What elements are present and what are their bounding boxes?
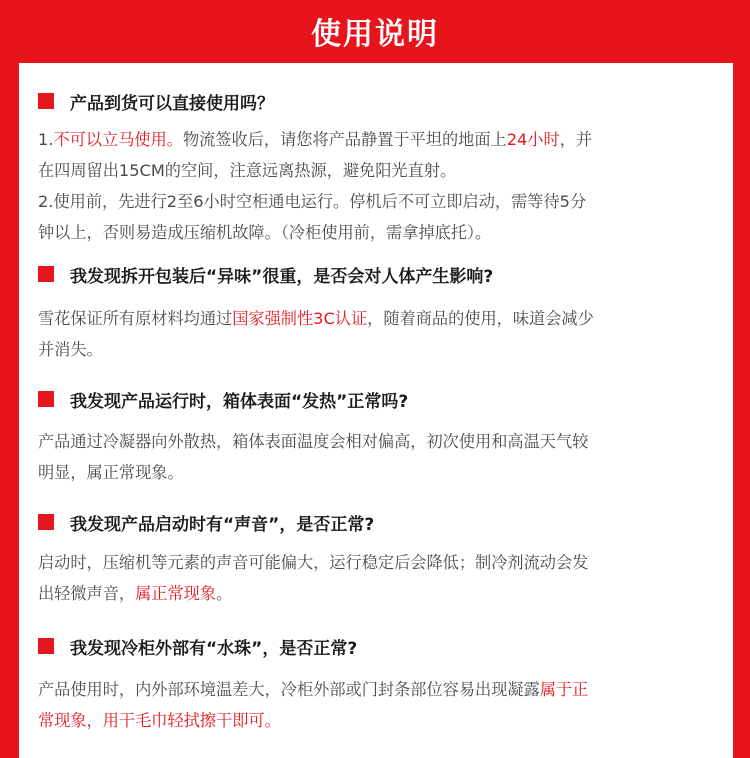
highlight-text: 24小时 — [506, 130, 560, 149]
red-square-bullet-icon — [38, 93, 54, 109]
faq-answer-5 — [38, 674, 718, 736]
answer-line: 产品通过冷凝器向外散热，箱体表面温度会相对偏高，初次使用和高温天气较 — [38, 432, 589, 451]
page-title: 使用说明 — [311, 17, 439, 52]
highlight-text: 国家强制性3C认证 — [232, 309, 368, 328]
red-square-bullet-icon — [38, 266, 54, 282]
highlight-text: 属于正 — [539, 680, 589, 699]
answer-line: 雪花保证所有原材料均通过国家强制性3C认证，随着商品的使用，味道会减少 — [38, 309, 594, 328]
answer-line: 产品使用时，内外部环境温差大，冷柜外部或门封条部位容易出现凝露属于正 — [38, 680, 589, 699]
faq-answer-4 — [38, 547, 718, 609]
answer-line: 启动时，压缩机等元素的声音可能偏大，运行稳定后会降低；制冷剂流动会发 — [38, 553, 589, 572]
highlight-text: 属正常现象 — [135, 584, 217, 603]
faq-question-2: 我发现拆开包装后“异味”很重，是否会对人体产生影响? — [38, 261, 493, 287]
red-square-bullet-icon — [38, 514, 54, 530]
highlight-text: 常现象，用干毛巾轻拭擦干即可。 — [38, 711, 281, 730]
faq-question-5: 我发现冷柜外部有“水珠”，是否正常? — [38, 633, 357, 659]
header-banner — [0, 0, 750, 62]
answer-line: 1.不可以立马使用。物流签收后，请您将产品静置于平坦的地面上24小时，并 — [38, 130, 593, 149]
faq-question-3: 我发现产品运行时，箱体表面“发热”正常吗? — [38, 386, 408, 412]
answer-line — [38, 705, 718, 736]
faq-question-4: 我发现产品启动时有“声音”，是否正常? — [38, 509, 374, 535]
red-square-bullet-icon — [38, 391, 54, 407]
faq-answer-3 — [38, 426, 718, 488]
instructions-panel — [19, 63, 733, 758]
faq-answer-1 — [38, 124, 718, 248]
faq-question-1: 产品到货可以直接使用吗？ — [38, 88, 274, 114]
red-square-bullet-icon — [38, 638, 54, 654]
faq-answer-2 — [38, 303, 718, 365]
answer-line: 钟以上，否则易造成压缩机故障。（冷柜使用前，需拿掉底托）。 — [38, 223, 492, 242]
answer-line: 2.使用前，先进行2至6小时空柜通电运行。停机后不可立即启动，需等待5分 — [38, 192, 587, 211]
answer-line: 并消失。 — [38, 340, 103, 359]
answer-line: 明显，属正常现象。 — [38, 463, 184, 482]
highlight-text: 不可以立马使用。 — [53, 130, 183, 149]
answer-line: 出轻微声音，属正常现象。 — [38, 584, 233, 603]
answer-line: 在四周留出15CM的空间，注意远离热源，避免阳光直射。 — [38, 161, 457, 180]
